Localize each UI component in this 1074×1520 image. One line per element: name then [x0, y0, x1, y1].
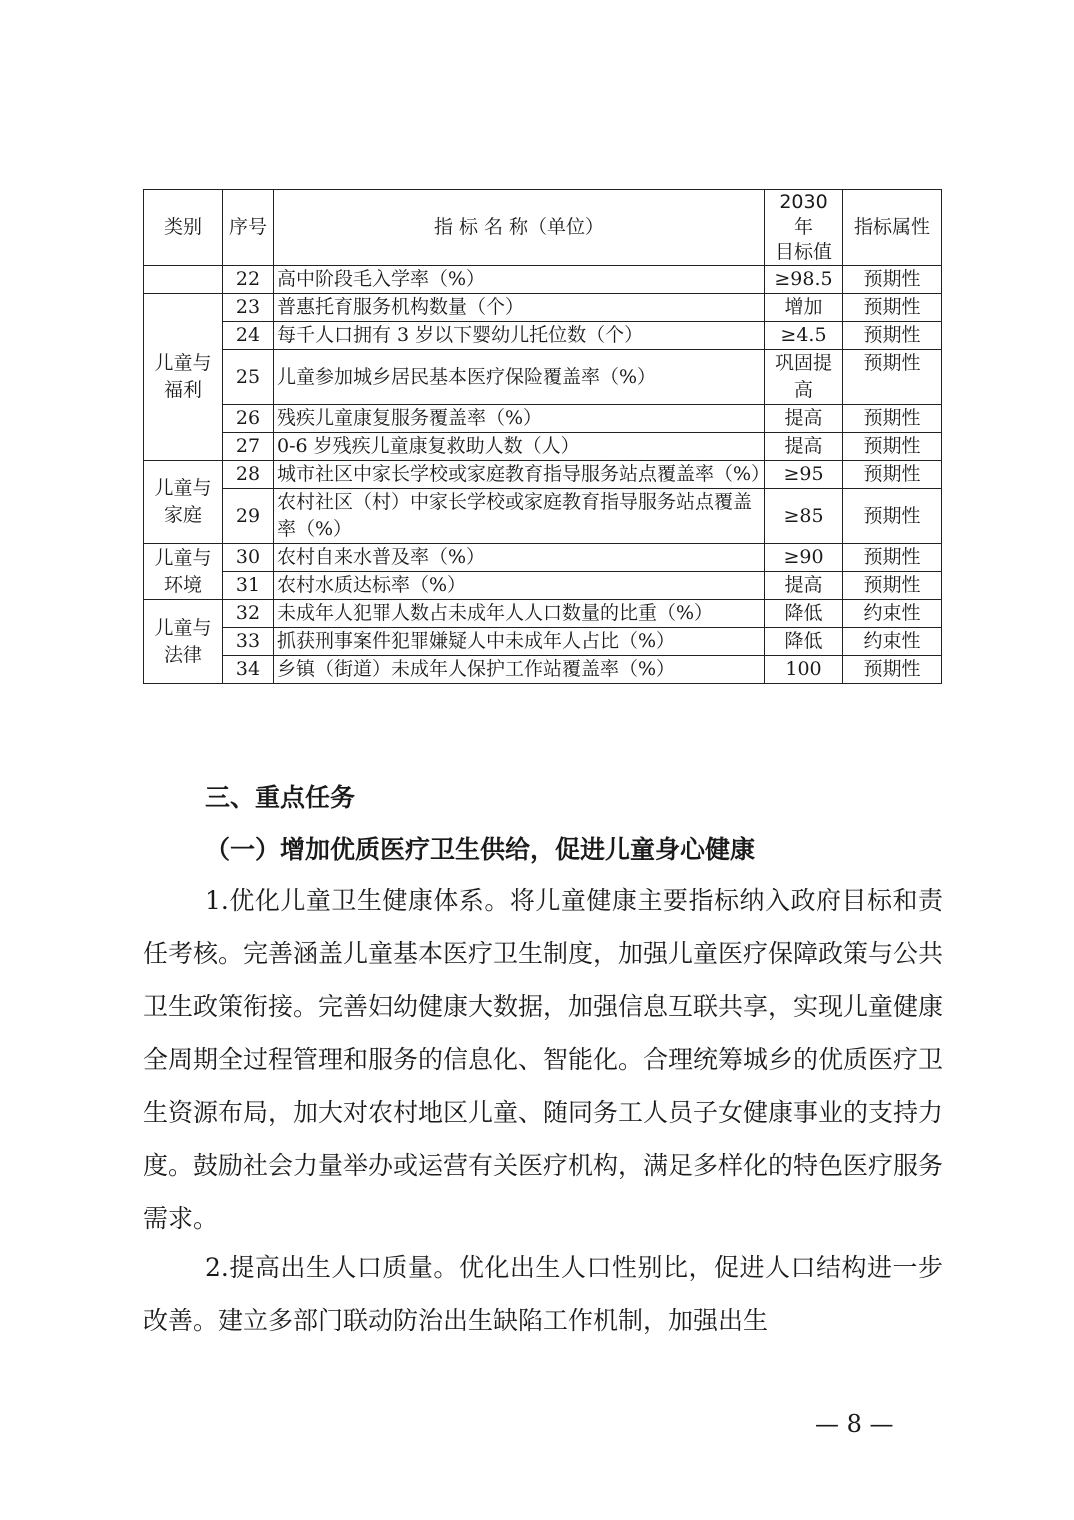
- name-cell: 儿童参加城乡居民基本医疗保险覆盖率（%）: [274, 350, 765, 405]
- target-cell: 提高: [765, 572, 843, 600]
- seq-cell: 26: [223, 405, 274, 433]
- target-cell: ≥95: [765, 461, 843, 489]
- name-cell: 普惠托育服务机构数量（个）: [274, 294, 765, 322]
- header-target-line2: 目标值: [774, 241, 832, 263]
- seq-cell: 29: [223, 489, 274, 544]
- table-row: [144, 489, 942, 544]
- header-target: [765, 190, 843, 266]
- attr-cell: 约束性: [843, 600, 942, 628]
- name-cell: 城市社区中家长学校或家庭教育指导服务站点覆盖率（%）: [274, 461, 765, 489]
- section-heading: 三、重点任务: [205, 783, 356, 812]
- target-cell: 巩固提高: [765, 350, 843, 405]
- attr-cell: 预期性: [843, 322, 942, 350]
- table-row: [144, 572, 942, 600]
- table-row: [144, 350, 942, 405]
- attr-cell: 预期性: [843, 405, 942, 433]
- attr-cell: 预期性: [843, 350, 942, 405]
- category-family: 儿童与家庭: [144, 461, 223, 544]
- table-row: [144, 405, 942, 433]
- table-row: [144, 294, 942, 322]
- seq-cell: 34: [223, 656, 274, 684]
- paragraph-2: 2.提高出生人口质量。优化出生人口性别比，促进人口结构进一步改善。建立多部门联动防治出生缺陷工作机制，加强出生: [143, 1253, 943, 1335]
- seq-cell: 24: [223, 322, 274, 350]
- attr-cell: 约束性: [843, 628, 942, 656]
- attr-cell: 预期性: [843, 266, 942, 294]
- header-target-line1: 2030 年: [779, 191, 828, 238]
- indicator-table: [143, 189, 942, 684]
- attr-cell: 预期性: [843, 489, 942, 544]
- name-cell: 抓获刑事案件犯罪嫌疑人中未成年人占比（%）: [274, 628, 765, 656]
- category-law: 儿童与法律: [144, 600, 223, 684]
- header-attr: 指标属性: [843, 190, 942, 266]
- paragraph-1: 1.优化儿童卫生健康体系。将儿童健康主要指标纳入政府目标和责任考核。完善涵盖儿童基本医疗卫生制度，加强儿童医疗保障政策与公共卫生政策衔接。完善妇幼健康大数据，加强信息互联共享，实现儿童健康全周期全过程管理和服务的信息化、智能化。合理统筹城乡的优质医疗卫生资源布局，加大对农村地区儿童、随同务工人员子女健康事业的支持力度。鼓励社会力量举办或运营有关医疗机构，满足多样化的特色医疗服务需求。: [143, 886, 944, 1233]
- seq-cell: 25: [223, 350, 274, 405]
- header-name: 指 标 名 称（单位）: [274, 190, 765, 266]
- target-cell: 100: [765, 656, 843, 684]
- table-row: [144, 656, 942, 684]
- target-cell: 降低: [765, 600, 843, 628]
- table-row: [144, 544, 942, 572]
- seq-cell: 33: [223, 628, 274, 656]
- page-number: — 8 —: [815, 1410, 894, 1438]
- target-cell: ≥85: [765, 489, 843, 544]
- seq-cell: 30: [223, 544, 274, 572]
- header-seq: 序号: [223, 190, 274, 266]
- target-cell: 提高: [765, 405, 843, 433]
- name-cell: 农村自来水普及率（%）: [274, 544, 765, 572]
- attr-cell: 预期性: [843, 544, 942, 572]
- attr-cell: 预期性: [843, 572, 942, 600]
- name-cell: 残疾儿童康复服务覆盖率（%）: [274, 405, 765, 433]
- table-row: [144, 628, 942, 656]
- target-cell: ≥90: [765, 544, 843, 572]
- name-cell: 每千人口拥有 3 岁以下婴幼儿托位数（个）: [274, 322, 765, 350]
- attr-cell: 预期性: [843, 656, 942, 684]
- name-cell: 高中阶段毛入学率（%）: [274, 266, 765, 294]
- table-row: [144, 600, 942, 628]
- name-cell: 0-6 岁残疾儿童康复救助人数（人）: [274, 433, 765, 461]
- seq-cell: 27: [223, 433, 274, 461]
- category-welfare: 儿童与福利: [144, 294, 223, 461]
- category-environment: 儿童与环境: [144, 544, 223, 600]
- seq-cell: 31: [223, 572, 274, 600]
- table-row: [144, 461, 942, 489]
- section-subheading: （一）增加优质医疗卫生供给，促进儿童身心健康: [205, 835, 756, 864]
- table-row: [144, 322, 942, 350]
- seq-cell: 28: [223, 461, 274, 489]
- seq-cell: 32: [223, 600, 274, 628]
- target-cell: ≥4.5: [765, 322, 843, 350]
- attr-cell: 预期性: [843, 433, 942, 461]
- name-cell: 乡镇（街道）未成年人保护工作站覆盖率（%）: [274, 656, 765, 684]
- seq-cell: 23: [223, 294, 274, 322]
- target-cell: 降低: [765, 628, 843, 656]
- seq-cell: 22: [223, 266, 274, 294]
- category-cell-empty: [144, 266, 223, 294]
- attr-cell: 预期性: [843, 294, 942, 322]
- target-cell: 提高: [765, 433, 843, 461]
- name-cell: 农村社区（村）中家长学校或家庭教育指导服务站点覆盖率（%）: [274, 489, 765, 544]
- table-row: [144, 433, 942, 461]
- name-cell: 农村水质达标率（%）: [274, 572, 765, 600]
- table-row: [144, 266, 942, 294]
- target-cell: 增加: [765, 294, 843, 322]
- table-header-row: [144, 190, 942, 266]
- header-category: 类别: [144, 190, 223, 266]
- name-cell: 未成年人犯罪人数占未成年人人口数量的比重（%）: [274, 600, 765, 628]
- attr-cell: 预期性: [843, 461, 942, 489]
- target-cell: ≥98.5: [765, 266, 843, 294]
